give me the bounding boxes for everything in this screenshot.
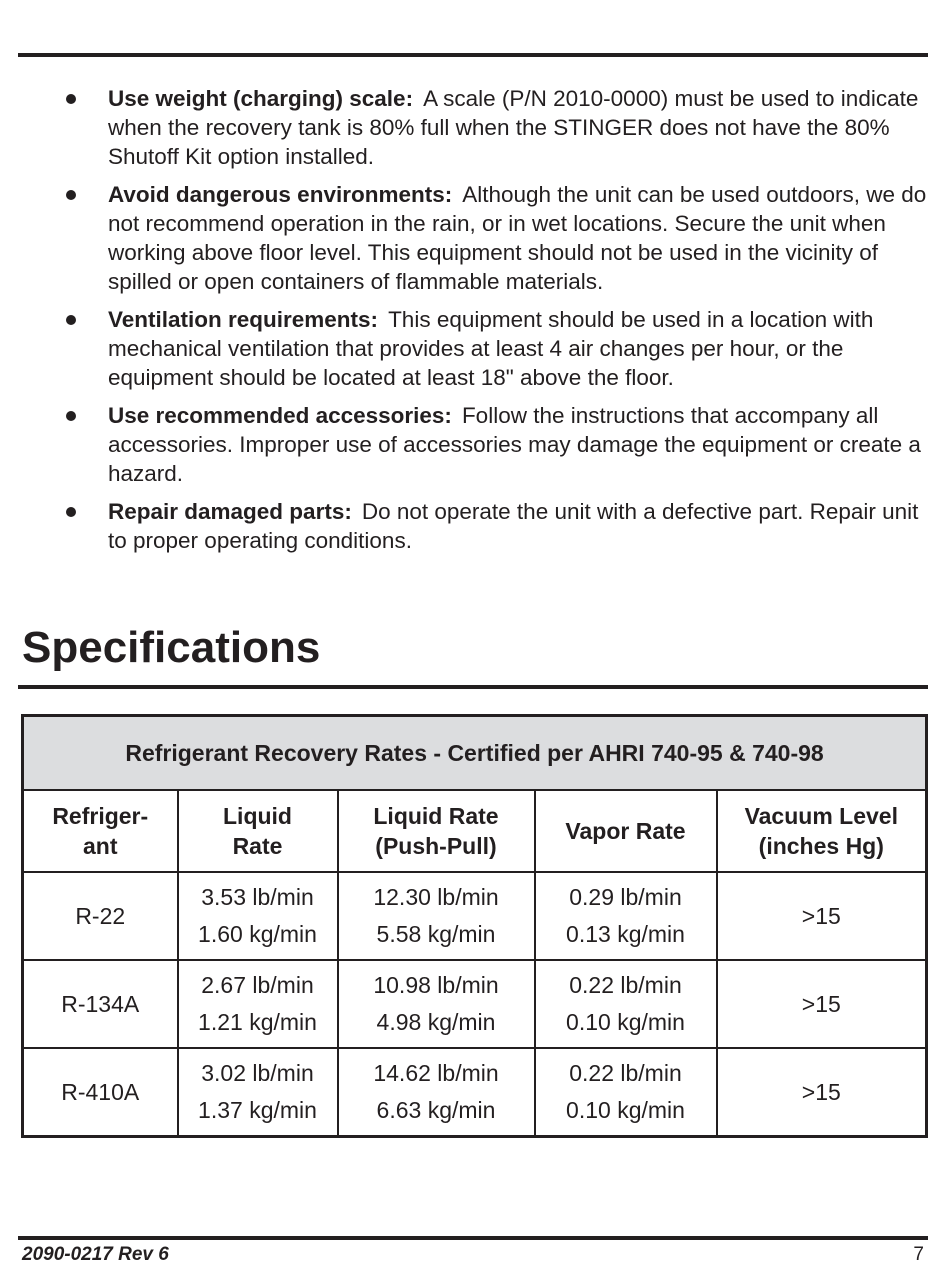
header-refrigerant: Refriger- ant [23, 790, 178, 872]
cell-liquid: 3.53 lb/min 1.60 kg/min [178, 872, 338, 960]
header-vapor-rate: Vapor Rate [535, 790, 717, 872]
cell-push-pull: 14.62 lb/min 6.63 kg/min [338, 1048, 535, 1137]
bullet-text: Do not operate the unit with a defective part. Repair unit to proper operating conditions. [108, 499, 919, 553]
cell-refrigerant: R-22 [23, 872, 178, 960]
section-title: Specifications [22, 623, 321, 672]
bullet-lead: Repair damaged parts: [108, 499, 352, 524]
header-push-pull: Liquid Rate (Push-Pull) [338, 790, 535, 872]
cell-vapor: 0.22 lb/min 0.10 kg/min [535, 1048, 717, 1137]
table-row [23, 960, 927, 1048]
bullet-lead: Use weight (charging) scale: [108, 86, 414, 111]
cell-vacuum: >15 [717, 960, 927, 1048]
header-vacuum-level: Vacuum Level (inches Hg) [717, 790, 927, 872]
cell-liquid: 2.67 lb/min 1.21 kg/min [178, 960, 338, 1048]
bullet-dot-icon [66, 411, 76, 421]
bullet-dangerous-environments [64, 180, 934, 296]
header-liquid-rate: Liquid Rate [178, 790, 338, 872]
bullet-dot-icon [66, 94, 76, 104]
bullet-weight-scale [64, 84, 934, 171]
bullet-text: This equipment should be used in a location with mechanical ventilation that provides at least 4 air changes per hour, or the equipment should be located at least 18" above the floor. [108, 307, 874, 390]
page-number: 7 [913, 1244, 924, 1265]
cell-vacuum: >15 [717, 872, 927, 960]
bullet-dot-icon [66, 315, 76, 325]
cell-refrigerant: R-410A [23, 1048, 178, 1137]
cell-push-pull: 10.98 lb/min 4.98 kg/min [338, 960, 535, 1048]
cell-push-pull: 12.30 lb/min 5.58 kg/min [338, 872, 535, 960]
doc-number: 2090-0217 Rev 6 [22, 1244, 169, 1265]
bullet-dot-icon [66, 190, 76, 200]
bullet-repair-parts [64, 497, 934, 555]
bullet-dot-icon [66, 507, 76, 517]
bullet-ventilation [64, 305, 934, 392]
section-rule [18, 685, 928, 689]
cell-vacuum: >15 [717, 1048, 927, 1137]
table-caption: Refrigerant Recovery Rates - Certified per AHRI 740-95 & 740-98 [23, 716, 927, 791]
recovery-rates-table [21, 714, 928, 1138]
bullet-text: Follow the instructions that accompany all accessories. Improper use of accessories may damage the equipment or create a hazard. [108, 403, 921, 486]
bullet-lead: Ventilation requirements: [108, 307, 379, 332]
bullet-lead: Avoid dangerous environments: [108, 182, 453, 207]
top-rule [18, 53, 928, 57]
safety-bullet-list [64, 84, 934, 564]
cell-vapor: 0.22 lb/min 0.10 kg/min [535, 960, 717, 1048]
table-row [23, 1048, 927, 1137]
bullet-text: A scale (P/N 2010-0000) must be used to indicate when the recovery tank is 80% full when the STINGER does not have the 80% Shutoff Kit option installed. [108, 86, 919, 169]
footer-rule [18, 1236, 928, 1240]
cell-vapor: 0.29 lb/min 0.13 kg/min [535, 872, 717, 960]
cell-liquid: 3.02 lb/min 1.37 kg/min [178, 1048, 338, 1137]
bullet-text: Although the unit can be used outdoors, we do not recommend operation in the rain, or in wet locations. Secure the unit when working above floor level. This equipment should not be used in the vicinity of spilled or open containers of flammable materials. [108, 182, 927, 294]
cell-refrigerant: R-134A [23, 960, 178, 1048]
bullet-accessories [64, 401, 934, 488]
table-row [23, 872, 927, 960]
table-header-row [23, 790, 927, 872]
bullet-lead: Use recommended accessories: [108, 403, 452, 428]
